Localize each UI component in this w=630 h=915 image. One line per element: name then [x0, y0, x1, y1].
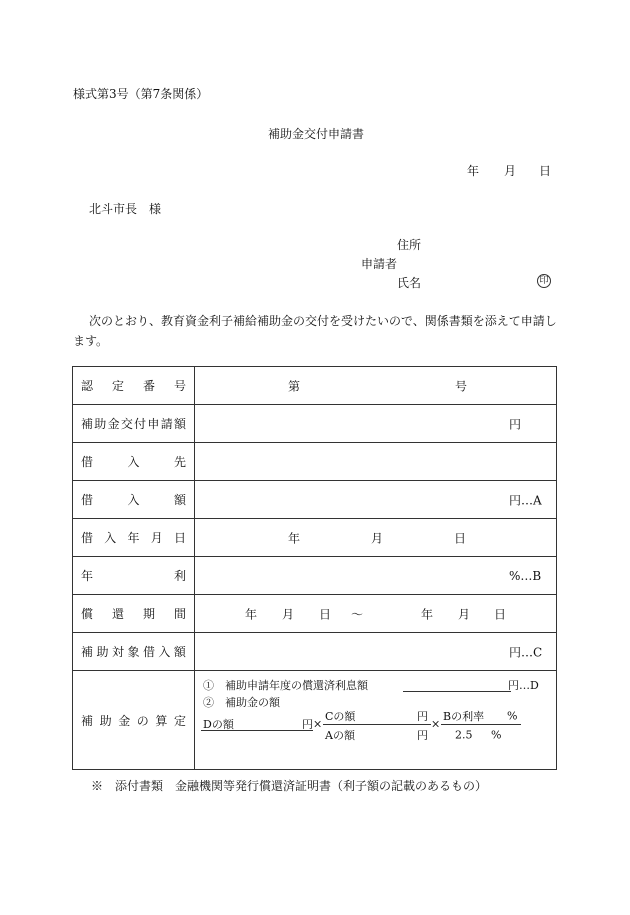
addressee: 北斗市長 様 — [89, 202, 162, 216]
annual-rate-field[interactable] — [195, 557, 557, 595]
loan-amount-field[interactable] — [195, 481, 557, 519]
application-table — [72, 366, 557, 770]
subsidy-amount-label: 補 助 金 交 付 申 請 額 — [73, 405, 195, 443]
period-end-month: 月 — [458, 607, 471, 621]
table-row — [73, 519, 557, 557]
table-row — [73, 595, 557, 633]
period-start-day: 日 — [319, 607, 332, 621]
table-row — [73, 367, 557, 405]
name-label: 氏名 — [397, 276, 422, 290]
loan-date-year: 年 — [288, 531, 301, 545]
period-start-year: 年 — [245, 607, 258, 621]
date-month: 月 — [504, 164, 517, 178]
table-row — [73, 633, 557, 671]
table-row — [73, 557, 557, 595]
cert-number-label: 認 定 番 号 — [73, 367, 195, 405]
table-row — [73, 671, 557, 770]
formula-yen1: 円 — [302, 718, 313, 731]
unit-yen: 円 — [509, 417, 522, 431]
formula-d-underline — [201, 730, 313, 731]
formula-pct2: % — [491, 728, 502, 742]
body-text-line1: 次のとおり、教育資金利子補給補助金の交付を受けたいので、関係書類を添えて申請し — [89, 314, 557, 328]
loan-date-field[interactable] — [195, 519, 557, 557]
table-row — [73, 405, 557, 443]
calc-item1: ① 補助申請年度の償還済利息額 — [203, 679, 368, 692]
loan-date-day: 日 — [454, 531, 467, 545]
lender-label: 借 入 先 — [73, 443, 195, 481]
date-day: 日 — [539, 164, 552, 178]
table-row — [73, 481, 557, 519]
formula-yen3: 円 — [417, 729, 428, 742]
formula-pct1: % — [507, 709, 518, 723]
repayment-period-field[interactable] — [195, 595, 557, 633]
formula-b-rate: Bの利率 — [443, 710, 485, 723]
date-year: 年 — [467, 164, 480, 178]
subsidy-amount-field[interactable] — [195, 405, 557, 443]
loan-date-label: 借 入 年 月 日 — [73, 519, 195, 557]
fraction-line1 — [323, 724, 431, 725]
calculation-label: 補 助 金 の 算 定 — [73, 671, 195, 770]
unit-yen-c: 円…C — [509, 645, 543, 659]
attachment-note: ※ 添付書類 金融機関等発行償還済証明書（利子額の記載のあるもの） — [91, 779, 488, 793]
formula-times1: × — [313, 717, 323, 731]
calc-item2: ② 補助金の額 — [203, 696, 280, 709]
formula-rate: 2.5 — [455, 728, 473, 742]
unit-percent-b: %…B — [509, 568, 542, 583]
unit-yen-a: 円…A — [509, 493, 542, 507]
loan-amount-label: 借 入 額 — [73, 481, 195, 519]
loan-date-month: 月 — [371, 531, 384, 545]
document-title: 補助金交付申請書 — [268, 127, 365, 141]
formula-times2: × — [431, 717, 441, 731]
eligible-loan-label: 補 助 対 象 借 入 額 — [73, 633, 195, 671]
cert-number-field[interactable] — [195, 367, 557, 405]
formula-a-amount: Aの額 — [325, 729, 355, 742]
eligible-loan-field[interactable] — [195, 633, 557, 671]
period-end-year: 年 — [421, 607, 434, 621]
period-end-day: 日 — [494, 607, 507, 621]
calculation-field[interactable] — [195, 671, 557, 770]
period-start-month: 月 — [282, 607, 295, 621]
lender-field[interactable] — [195, 443, 557, 481]
seal-mark: 印 — [537, 274, 551, 288]
formula-d-amount: Dの額 — [203, 718, 234, 731]
fraction-line2 — [441, 724, 521, 725]
cert-number-suffix: 号 — [455, 379, 468, 393]
applicant-label: 申請者 — [361, 257, 398, 271]
body-text-line2: ます。 — [73, 334, 109, 348]
interest-underline — [403, 691, 511, 692]
formula-c-amount: Cの額 — [325, 710, 356, 723]
formula-yen2: 円 — [417, 710, 428, 723]
cert-number-prefix: 第 — [288, 379, 301, 393]
period-tilde: 〜 — [351, 607, 364, 621]
repayment-period-label: 償 還 期 間 — [73, 595, 195, 633]
calc-item1-unit: 円…D — [508, 679, 539, 692]
annual-rate-label: 年 利 — [73, 557, 195, 595]
form-number: 様式第3号（第7条関係） — [73, 87, 209, 101]
table-row — [73, 443, 557, 481]
address-label: 住所 — [397, 238, 422, 252]
